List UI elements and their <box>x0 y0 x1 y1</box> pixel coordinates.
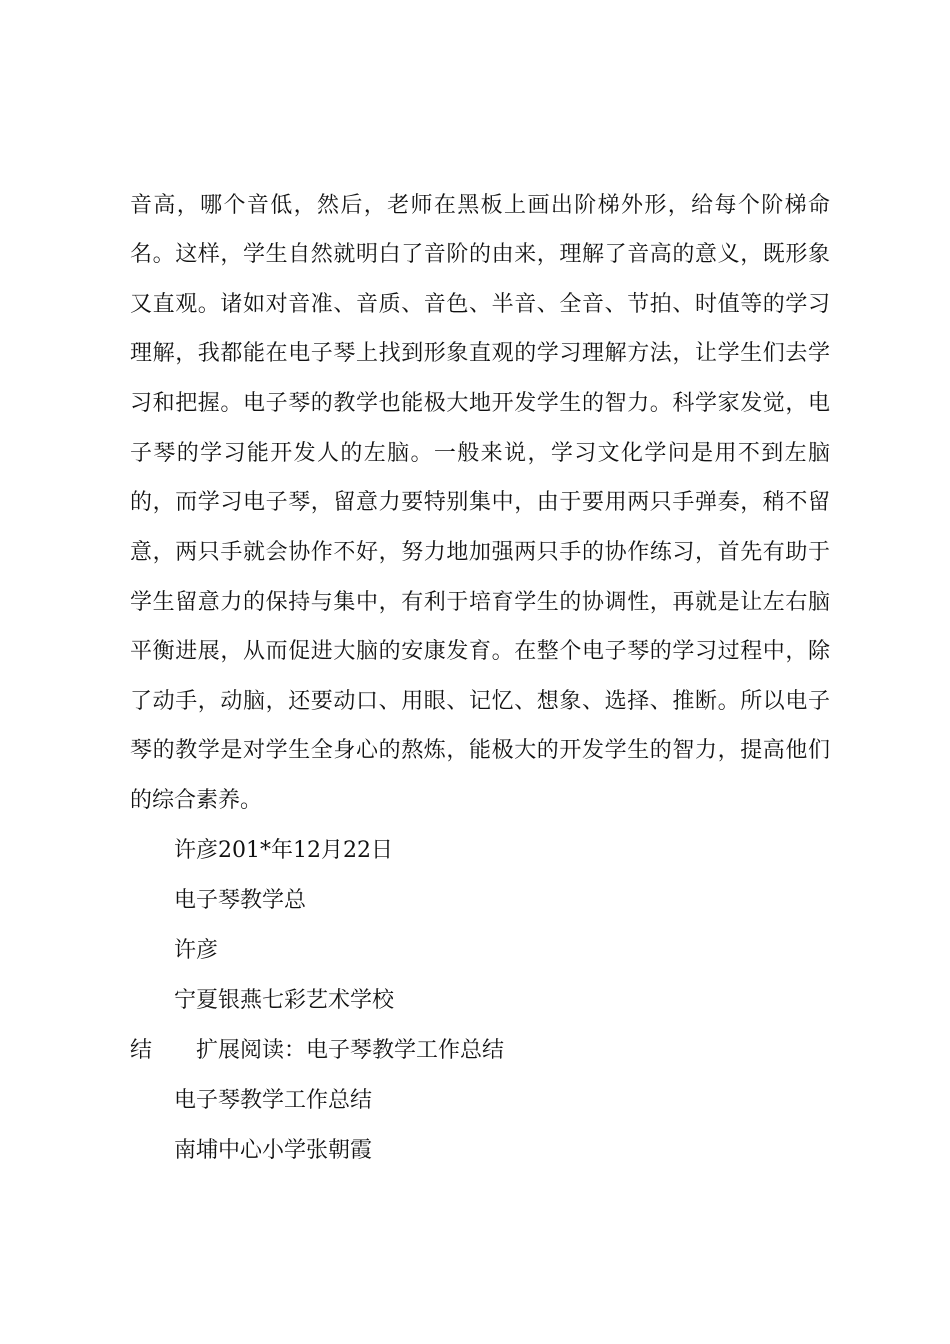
paragraph-line: 习和把握。电子琴的教学也能极大地开发学生的智力。科学家发觉，电 <box>130 391 830 416</box>
paragraph-line: 名。这样，学生自然就明白了音阶的由来，理解了音高的意义，既形象 <box>130 242 830 267</box>
extended-heading: 电子琴教学工作总结 <box>174 1088 373 1113</box>
paragraph-line: 理解，我都能在电子琴上找到形象直观的学习理解方法，让学生们去学 <box>130 341 830 366</box>
author-name: 许彦 <box>174 938 219 963</box>
paragraph-line: 琴的教学是对学生全身心的熬炼，能极大的开发学生的智力，提高他们 <box>130 738 830 763</box>
paragraph-line: 子琴的学习能开发人的左脑。一般来说，学习文化学问是用不到左脑 <box>130 441 830 466</box>
paragraph-line: 又直观。诸如对音准、音质、音色、半音、全音、节拍、时值等的学习 <box>130 292 830 317</box>
paragraph-line: 了动手，动脑，还要动口、用眼、记忆、想象、选择、推断。所以电子 <box>130 689 830 714</box>
extended-author: 南埔中心小学张朝霞 <box>174 1138 373 1163</box>
paragraph-line: 的综合素养。 <box>130 788 263 813</box>
school-name: 宁夏银燕七彩艺术学校 <box>174 988 395 1013</box>
paragraph-line: 学生留意力的保持与集中，有利于培育学生的协调性，再就是让左右脑 <box>130 590 830 615</box>
paragraph-line: 音高，哪个音低，然后，老师在黑板上画出阶梯外形，给每个阶梯命 <box>130 193 830 218</box>
extended-reading-label: 扩展阅读：电子琴教学工作总结 <box>196 1038 505 1063</box>
author-date: 许彦201*年12月22日 <box>174 838 393 863</box>
paragraph-line: 的，而学习电子琴，留意力要特别集中，由于要用两只手弹奏，稍不留 <box>130 490 830 515</box>
title-fragment: 结 <box>130 1038 153 1063</box>
title-part: 电子琴教学总 <box>174 888 307 913</box>
paragraph-line: 平衡进展，从而促进大脑的安康发育。在整个电子琴的学习过程中，除 <box>130 639 830 664</box>
paragraph-line: 意，两只手就会协作不好，努力地加强两只手的协作练习，首先有助于 <box>130 540 830 565</box>
